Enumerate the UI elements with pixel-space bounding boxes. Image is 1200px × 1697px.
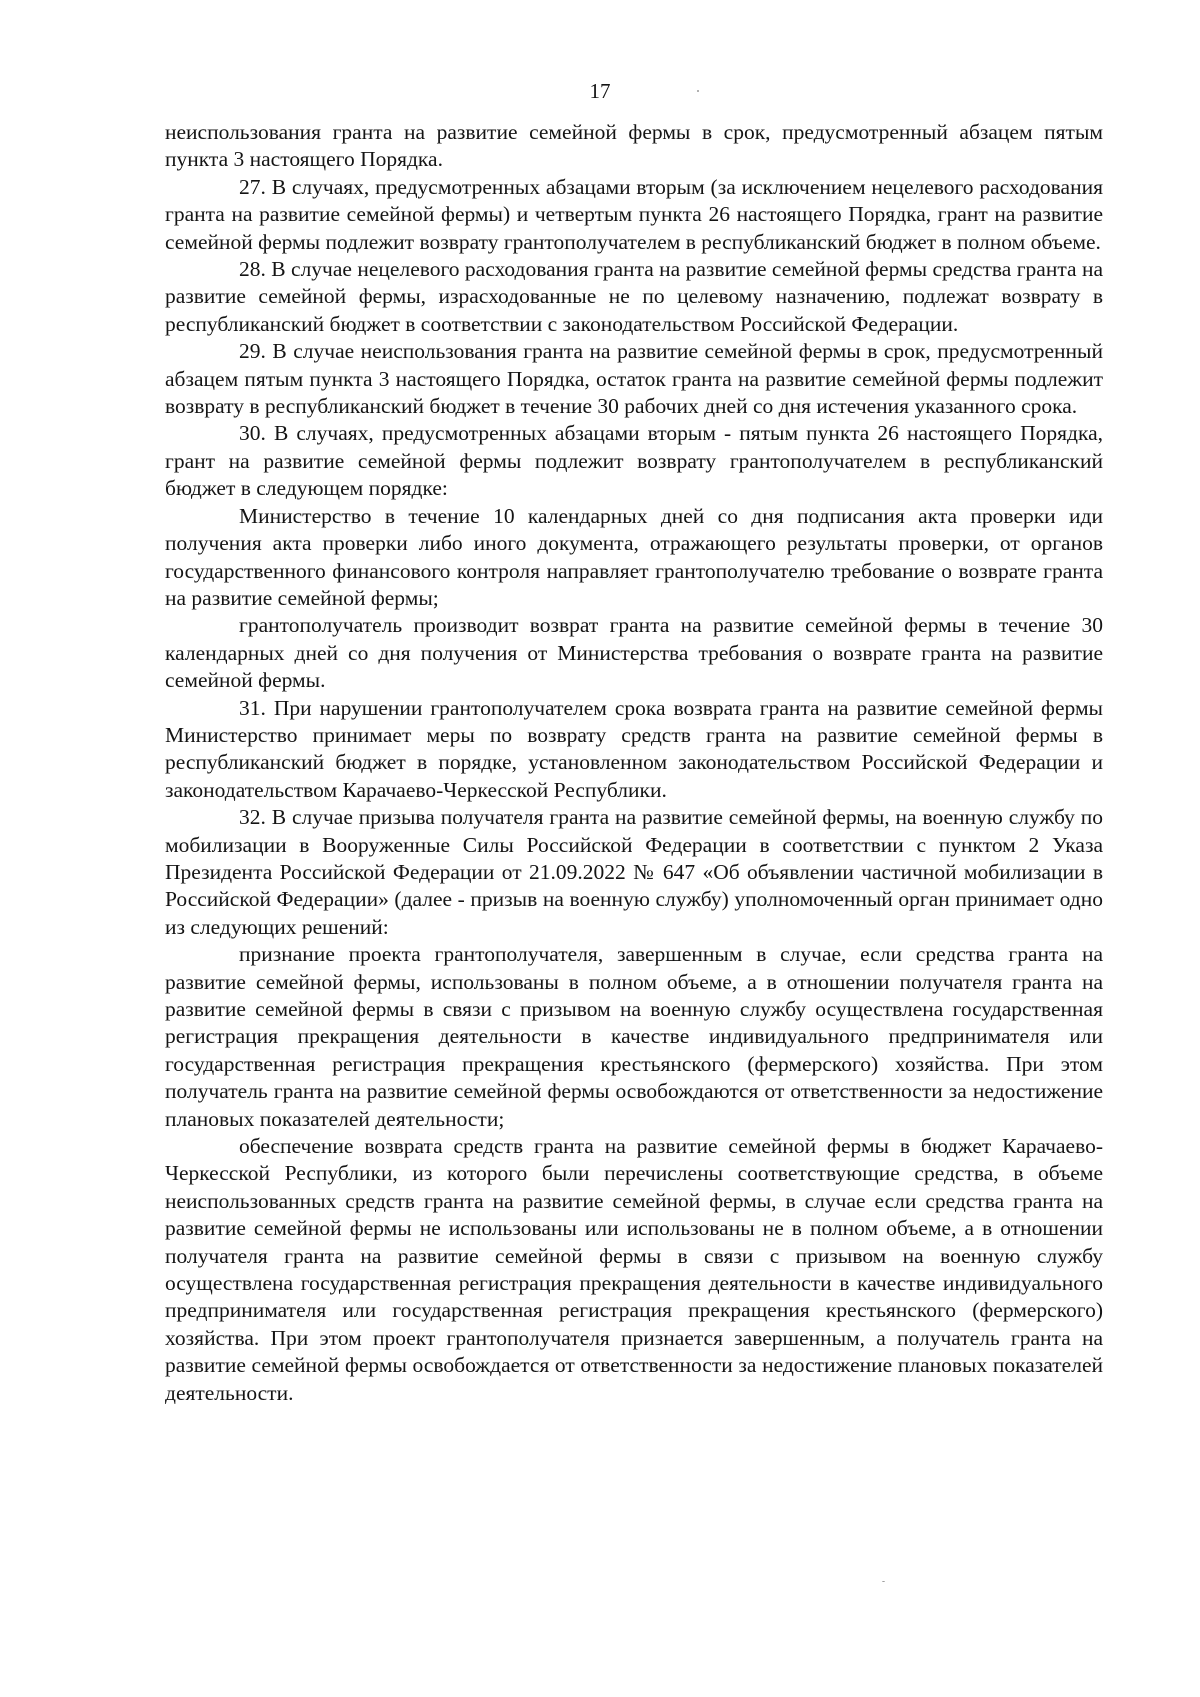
paragraph-32-option-completion: признание проекта грантополучателя, завершенным в случае, если средства гранта на развитие семейной фермы, использованы в полном объеме, а в отношении получателя гранта на развитие семейной фермы в связи с призывом на военную службу осуществлена государственная регистрация прекращения деятельности в качестве индивидуального предпринимателя или государственная регистрация прекращения крестьянского (фермерского) хозяйства. При этом получатель гранта на развитие семейной фермы освобождаются от ответственности за недостижение плановых показателей деятельности; [165, 942, 1103, 1131]
paragraph-30-ministry-step: Министерство в течение 10 календарных дней со дня подписания акта проверки иди получения акта проверки либо иного документа, отражающего результаты проверки, от органов государственного финансового контроля направляет грантополучателю требование о возврате гранта на развитие семейной фермы; [165, 503, 1103, 610]
paragraph-item-27: 27. В случаях, предусмотренных абзацами вторым (за исключением нецелевого расходования гранта на развитие семейной фермы) и четвертым пункта 26 настоящего Порядка, грант на развитие семейной фермы подлежит возврату грантополучателем в республиканский бюджет в полном объеме. [165, 174, 1103, 254]
page-number: 17 [589, 79, 611, 103]
paragraph-continuation: неиспользования гранта на развитие семейной фермы в срок, предусмотренный абзацем пятым пункта 3 настоящего Порядка. [165, 120, 1103, 172]
paragraph-30-recipient-step: грантополучатель производит возврат гранта на развитие семейной фермы в течение 30 календарных дней со дня получения от Министерства требования о возврате гранта на развитие семейной фермы. [165, 613, 1103, 693]
paragraph-item-30: 30. В случаях, предусмотренных абзацами вторым - пятым пункта 26 настоящего Порядка, грант на развитие семейной фермы подлежит возврату грантополучателем в республиканский бюджет в следующем порядке: [165, 421, 1103, 501]
scan-speck [697, 90, 699, 92]
scan-speck [882, 1581, 885, 1582]
paragraph-item-28: 28. В случае нецелевого расходования гранта на развитие семейной фермы средства гранта на развитие семейной фермы, израсходованные не по целевому назначению, подлежат возврату в республиканский бюджет в соответствии с законодательством Российской Федерации. [165, 257, 1103, 336]
paragraph-item-29: 29. В случае неиспользования гранта на развитие семейной фермы в срок, предусмотренный абзацем пятым пункта 3 настоящего Порядка, остаток гранта на развитие семейной фермы подлежит возврату в республиканский бюджет в течение 30 рабочих дней со дня истечения указанного срока. [165, 339, 1103, 419]
paragraph-32-option-refund: обеспечение возврата средств гранта на развитие семейной фермы в бюджет Карачаево-Черкесской Республики, из которого были перечислены соответствующие средства, в объеме неиспользованных средств гранта на развитие семейной фермы, в случае если средства гранта на развитие семейной фермы не использованы или использованы не в полном объеме, а в отношении получателя гранта на развитие семейной фермы в связи с призывом на военную службу осуществлена государственная регистрация прекращения деятельности в качестве индивидуального предпринимателя или государственная регистрация прекращения крестьянского (фермерского) хозяйства. При этом проект грантополучателя признается завершенным, а получатель гранта на развитие семейной фермы освобождается от ответственности за недостижение плановых показателей деятельности. [165, 1134, 1103, 1405]
paragraph-item-32: 32. В случае призыва получателя гранта на развитие семейной фермы, на военную службу по мобилизации в Вооруженные Силы Российской Федерации в соответствии с пунктом 2 Указа Президента Российской Федерации от 21.09.2022 № 647 «Об объявлении частичной мобилизации в Российской Федерации» (далее - призыв на военную службу) уполномоченный орган принимает одно из следующих решений: [165, 805, 1103, 939]
paragraph-item-31: 31. При нарушении грантополучателем срока возврата гранта на развитие семейной фермы Министерство принимает меры по возврату средств гранта на развитие семейной фермы в республиканский бюджет в порядке, установленном законодательством Российской Федерации и законодательством Карачаево-Черкесской Республики. [165, 695, 1103, 802]
document-body [165, 119, 1103, 1407]
